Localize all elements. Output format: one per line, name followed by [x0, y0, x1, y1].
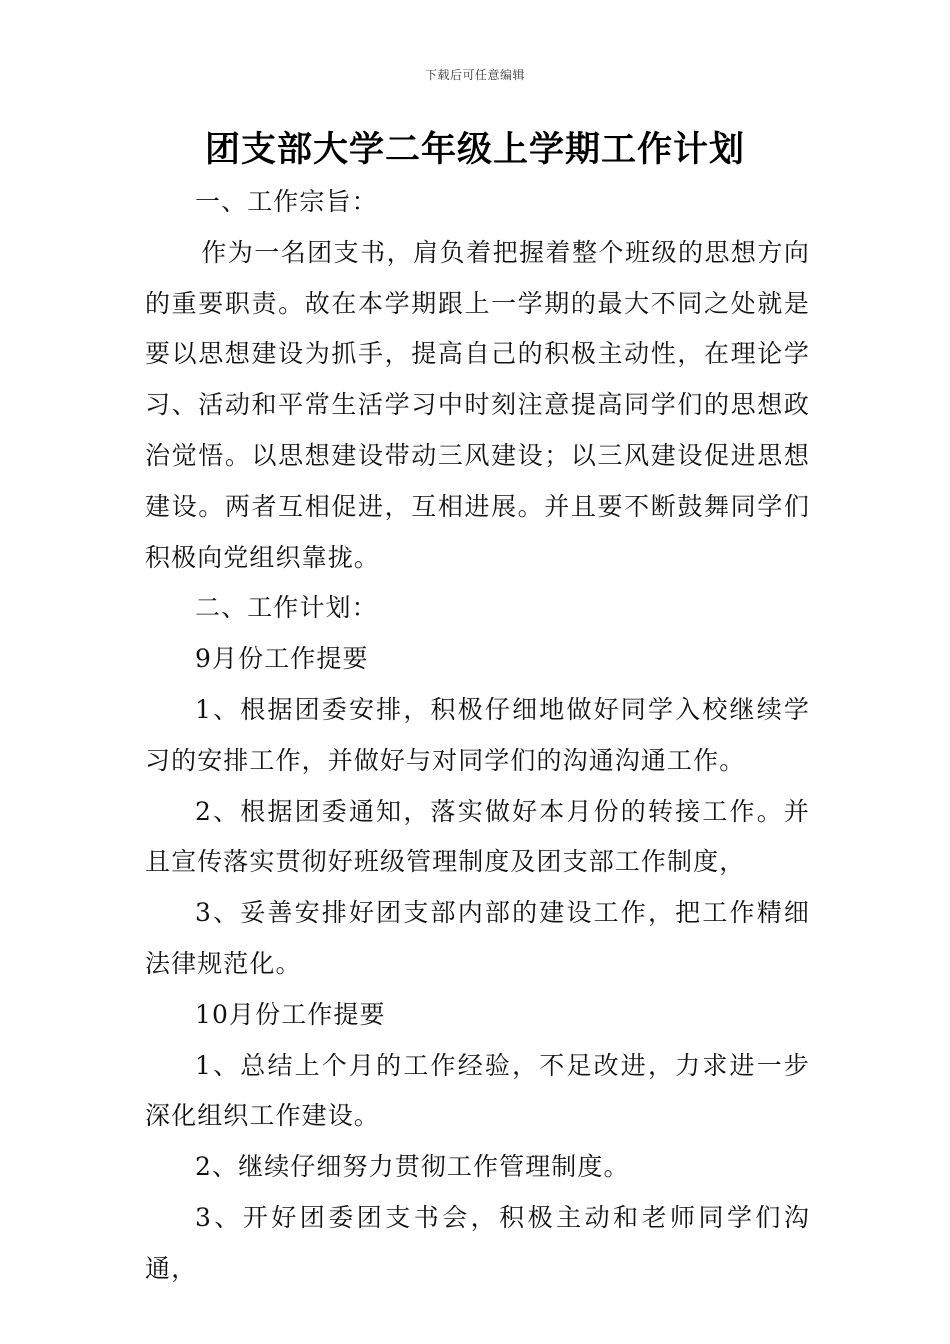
page-header-note: 下载后可任意编辑: [424, 68, 525, 82]
document-body: [145, 177, 810, 1295]
document-title: 团支部大学二年级上学期工作计划: [204, 130, 745, 170]
list-item-september-2: 2、根据团委通知，落实做好本月份的转接工作。并且宣传落实贯彻好班级管理制度及团支部工作制度，: [145, 796, 810, 877]
month-heading-september: 9月份工作提要: [195, 644, 369, 674]
section-heading-plan: 二、工作计划：: [195, 593, 378, 623]
list-item-october-3: 3、开好团委团支书会，积极主动和老师同学们沟通，: [145, 1202, 810, 1283]
month-heading-october: 10月份工作提要: [195, 999, 386, 1029]
paragraph-purpose-body: 作为一名团支书，肩负着把握着整个班级的思想方向的重要职责。故在本学期跟上一学期的最大不同之处就是要以思想建设为抓手，提高自己的积极主动性，在理论学习、活动和平常生活学习中时刻注意提高同学们的思想政治觉悟。以思想建设带动三风建设；以三风建设促进思想建设。两者互相促进，互相进展。并且要不断鼓舞同学们积极向党组织靠拢。: [145, 237, 810, 572]
list-item-october-1: 1、总结上个月的工作经验，不足改进，力求进一步深化组织工作建设。: [145, 1050, 810, 1131]
section-heading-purpose: 一、工作宗旨：: [195, 187, 378, 216]
list-item-september-3: 3、妥善安排好团支部内部的建设工作，把工作精细法律规范化。: [145, 898, 810, 978]
list-item-october-2: 2、继续仔细努力贯彻工作管理制度。: [195, 1152, 630, 1182]
list-item-september-1: 1、根据团委安排，积极仔细地做好同学入校继续学习的安排工作，并做好与对同学们的沟通沟通工作。: [145, 694, 810, 775]
